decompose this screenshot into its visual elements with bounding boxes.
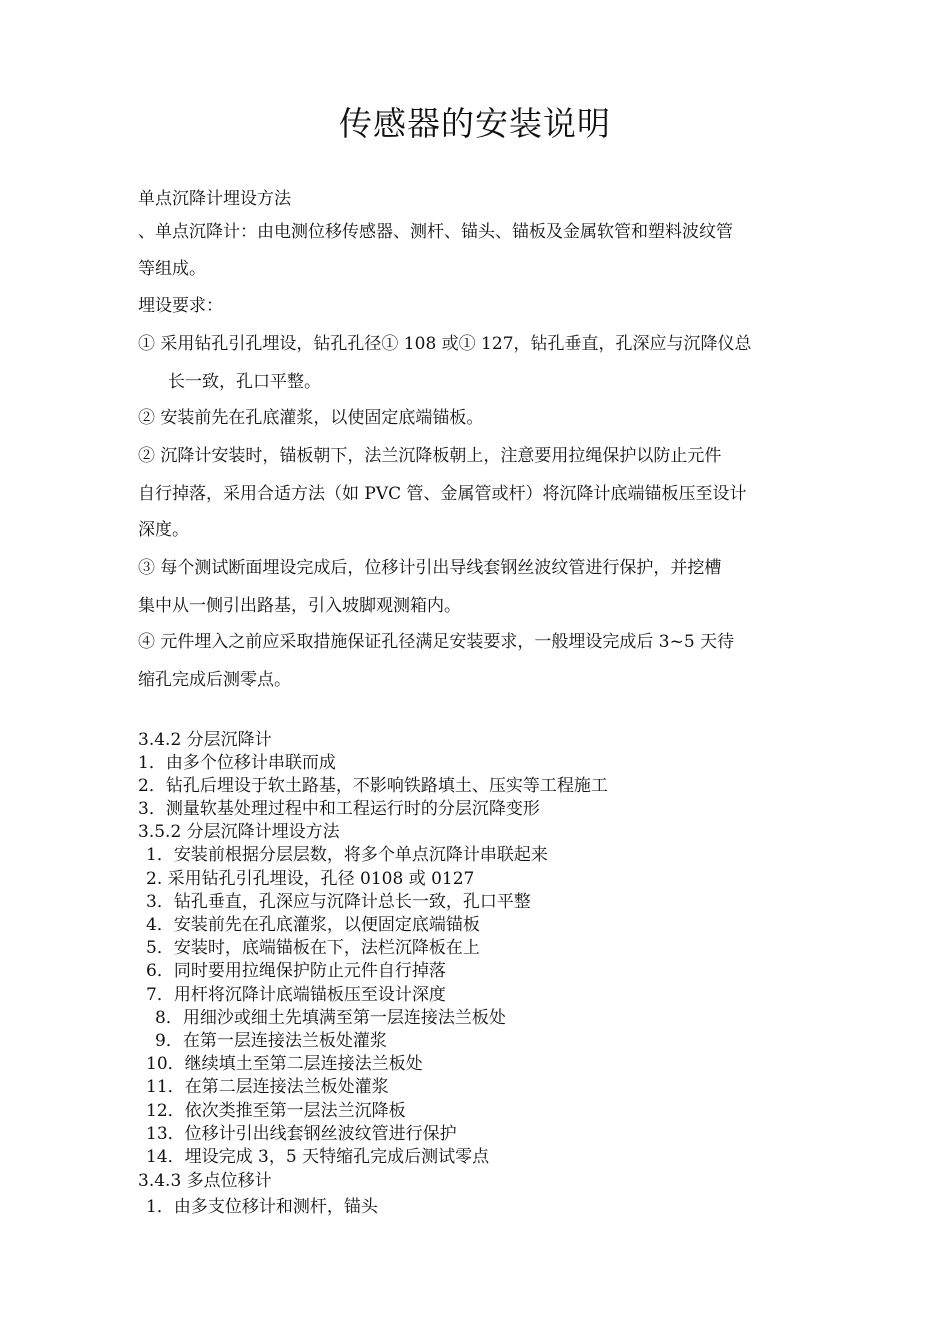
list-item: 2. 采用钻孔引孔埋设，孔径 0108 或 0127 [146, 869, 475, 889]
section-heading: 3.4.2 分层沉降计 [138, 730, 272, 750]
list-item: 5．安装时，底端锚板在下，法栏沉降板在上 [146, 938, 480, 958]
list-item: 1．安装前根据分层层数，将多个单点沉降计串联起来 [146, 845, 548, 865]
section-heading: 埋设要求： [138, 296, 223, 316]
list-item: 1．由多个位移计串联而成 [138, 753, 336, 773]
section-heading: 3.5.2 分层沉降计埋设方法 [138, 822, 340, 842]
list-item: 1．由多支位移计和测杆，锚头 [146, 1197, 378, 1217]
list-item: 7．用杆将沉降计底端锚板压至设计深度 [146, 985, 446, 1005]
paragraph-line: 集中从一侧引出路基，引入坡脚观测箱内。 [138, 596, 461, 616]
list-item: 2．钻孔后埋设于软土路基，不影响铁路填土、压实等工程施工 [138, 776, 608, 796]
paragraph-line: ② 沉降计安装时，锚板朝下，法兰沉降板朝上，注意要用拉绳保护以防止元件 [138, 446, 722, 466]
paragraph-line: ② 安装前先在孔底灌浆，以使固定底端锚板。 [138, 408, 484, 428]
list-item: 13．位移计引出线套钢丝波纹管进行保护 [146, 1124, 457, 1144]
list-item: 11．在第二层连接法兰板处灌浆 [146, 1077, 389, 1097]
list-item: 4．安装前先在孔底灌浆，以便固定底端锚板 [146, 915, 480, 935]
list-item: 3．测量软基处理过程中和工程运行时的分层沉降变形 [138, 799, 540, 819]
list-item: 12．依次类推至第一层法兰沉降板 [146, 1101, 406, 1121]
paragraph-line: ③ 每个测试断面埋设完成后，位移计引出导线套钢丝波纹管进行保护，并挖槽 [138, 558, 722, 578]
section-heading: 3.4.3 多点位移计 [138, 1171, 272, 1191]
paragraph-line: 自行掉落，采用合适方法（如 PVC 管、金属管或杆）将沉降计底端锚板压至设计 [138, 484, 747, 504]
paragraph-line: 等组成。 [138, 259, 206, 279]
list-item: 9．在第一层连接法兰板处灌浆 [155, 1031, 387, 1051]
paragraph-line: ④ 元件埋入之前应采取措施保证孔径满足安装要求，一般埋设完成后 3~5 天待 [138, 632, 735, 652]
paragraph-line: ① 采用钻孔引孔埋设，钻孔孔径① 108 或① 127，钻孔垂直，孔深应与沉降仪总 [138, 334, 752, 354]
paragraph-line: 、单点沉降计：由电测位移传感器、测杆、锚头、锚板及金属软管和塑料波纹管 [138, 222, 733, 242]
list-item: 10．继续填土至第二层连接法兰板处 [146, 1054, 423, 1074]
paragraph-line: 长一致，孔口平整。 [168, 372, 321, 392]
page-title: 传感器的安装说明 [339, 104, 611, 143]
list-item: 6．同时要用拉绳保护防止元件自行掉落 [146, 961, 446, 981]
list-item: 8．用细沙或细土先填满至第一层连接法兰板处 [155, 1008, 506, 1028]
paragraph-line: 缩孔完成后测零点。 [138, 670, 291, 690]
section-heading: 单点沉降计埋设方法 [138, 189, 291, 209]
paragraph-line: 深度。 [138, 520, 189, 540]
list-item: 14．埋设完成 3，5 天特缩孔完成后测试零点 [146, 1147, 490, 1167]
list-item: 3．钻孔垂直，孔深应与沉降计总长一致，孔口平整 [146, 892, 531, 912]
